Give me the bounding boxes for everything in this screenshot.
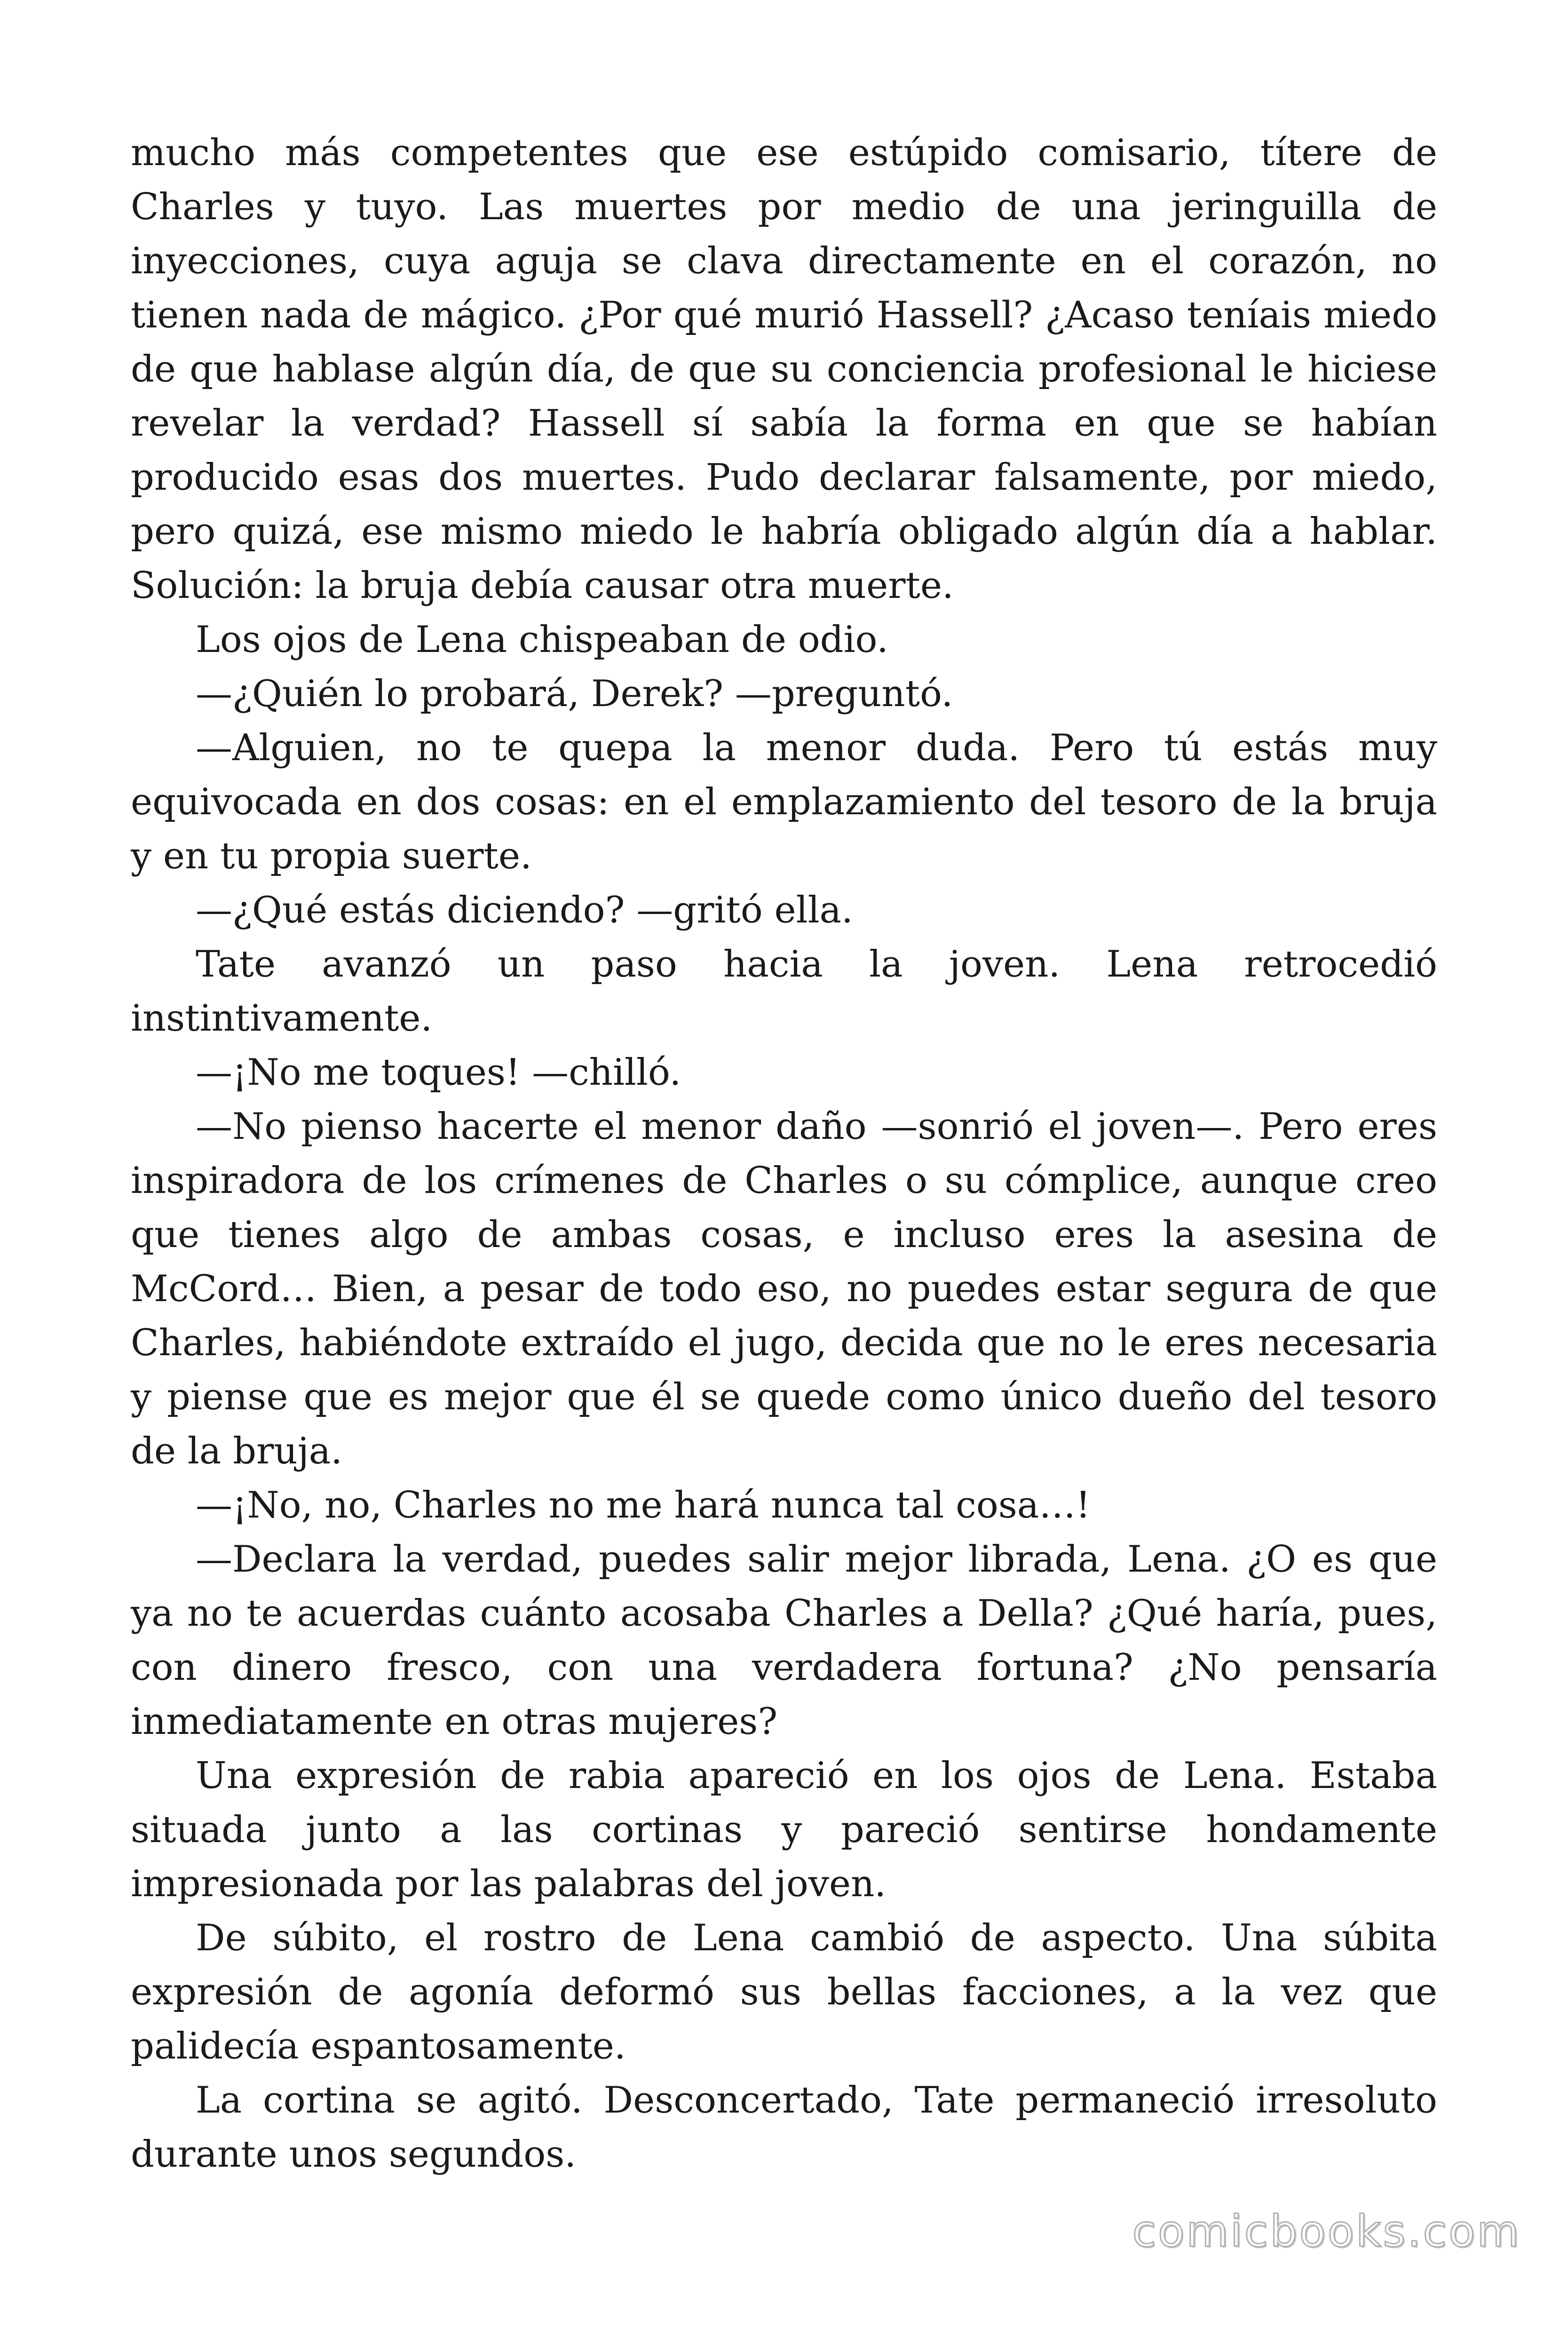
- paragraph: Los ojos de Lena chispeaban de odio.: [196, 619, 888, 661]
- paragraph: La cortina se agitó. Desconcertado, Tate permaneció irresoluto durante unos segundos.: [131, 2079, 1437, 2176]
- paragraph: —Declara la verdad, puedes salir mejor librada, Lena. ¿O es que ya no te acuerdas cuánto acosaba Charles a Della? ¿Qué haría, pues, con dinero fresco, con una verdadera fortuna? ¿No pensaría inmediatamente en otras mujeres?: [131, 1538, 1437, 1743]
- paragraph: —¿Quién lo probará, Derek? —preguntó.: [196, 673, 953, 715]
- paragraph: De súbito, el rostro de Lena cambió de aspecto. Una súbita expresión de agonía deformó sus bellas facciones, a la vez que palidecía espantosamente.: [131, 1917, 1437, 2067]
- paragraph: mucho más competentes que ese estúpido comisario, títere de Charles y tuyo. Las muertes por medio de una jeringuilla de inyecciones, cuya aguja se clava directamente en el corazón, no tienen nada de mágico. ¿Por qué murió Hassell? ¿Acaso teníais miedo de que hablase algún día, de que su conciencia profesional le hiciese revelar la verdad? Hassell sí sabía la forma en que se habían producido esas dos muertes. Pudo declarar falsamente, por miedo, pero quizá, ese mismo miedo le habría obligado algún día a hablar. Solución: la bruja debía causar otra muerte.: [131, 132, 1437, 607]
- site-watermark: comicbooks.com: [1132, 2206, 1521, 2257]
- paragraph: Una expresión de rabia apareció en los ojos de Lena. Estaba situada junto a las cortinas y pareció sentirse hondamente impresionada por las palabras del joven.: [131, 1755, 1437, 1905]
- paragraph: —¡No me toques! —chilló.: [196, 1051, 681, 1094]
- paragraph: —Alguien, no te quepa la menor duda. Pero tú estás muy equivocada en dos cosas: en el emplazamiento del tesoro de la bruja y en tu propia suerte.: [131, 727, 1437, 877]
- paragraph: —No pienso hacerte el menor daño —sonrió el joven—. Pero eres inspiradora de los crímenes de Charles o su cómplice, aunque creo que tienes algo de ambas cosas, e incluso eres la asesina de McCord… Bien, a pesar de todo eso, no puedes estar segura de que Charles, habiéndote extraído el jugo, decida que no le eres necesaria y piense que es mejor que él se quede como único dueño del tesoro de la bruja.: [131, 1105, 1437, 1472]
- paragraph: Tate avanzó un paso hacia la joven. Lena retrocedió instintivamente.: [131, 943, 1437, 1040]
- paragraph: —¡No, no, Charles no me hará nunca tal cosa…!: [196, 1484, 1091, 1526]
- paragraph: —¿Qué estás diciendo? —gritó ella.: [196, 889, 853, 931]
- book-page: [131, 126, 1437, 2182]
